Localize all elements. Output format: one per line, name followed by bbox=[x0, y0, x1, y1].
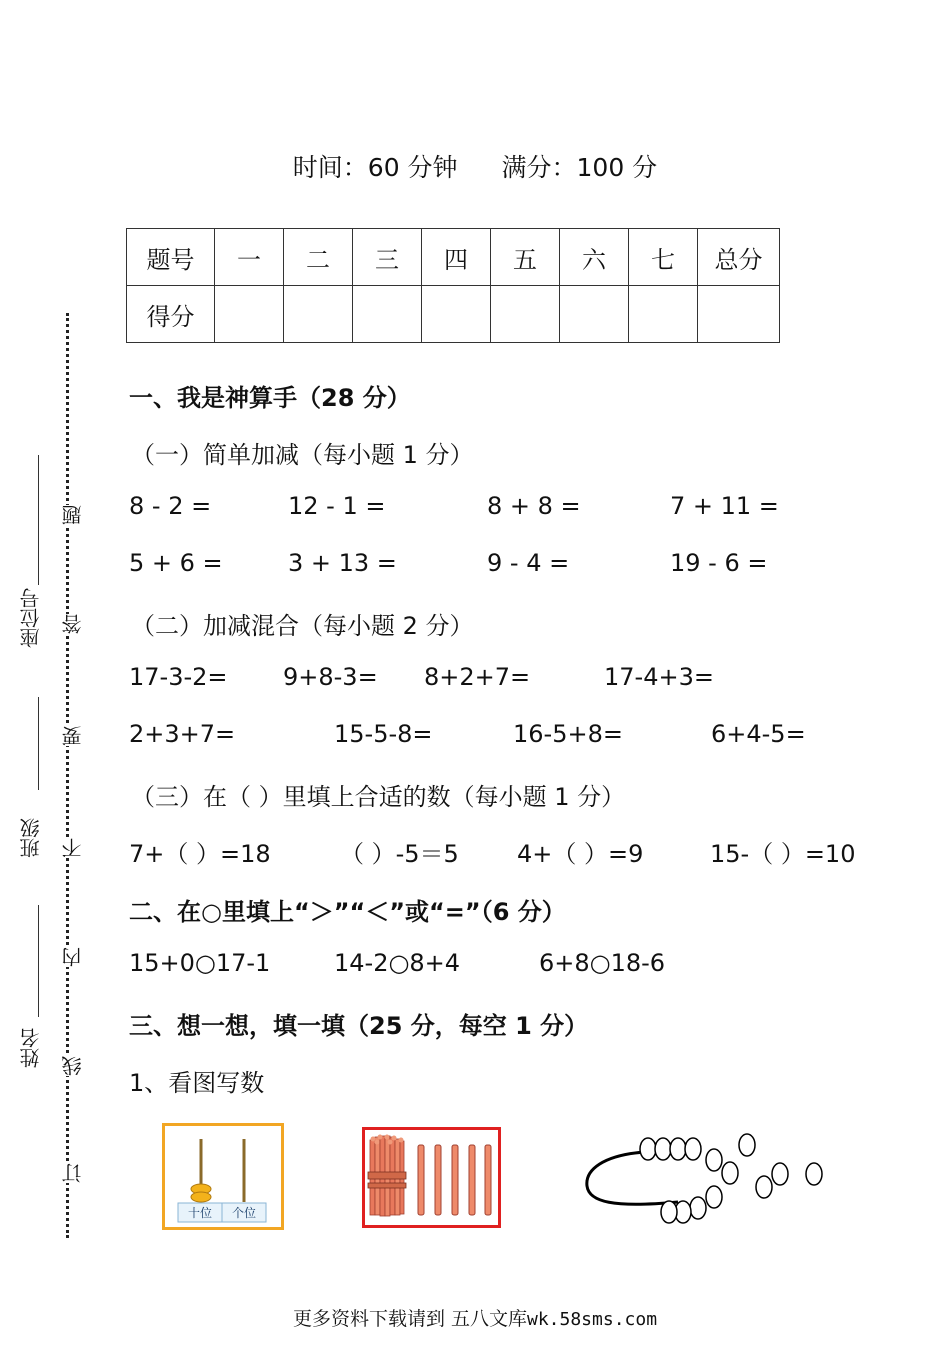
score-table bbox=[126, 228, 780, 343]
problem: 7 + 11 = bbox=[670, 492, 779, 520]
binding-dotted-line bbox=[66, 313, 69, 1238]
table-cell: 得分 bbox=[127, 286, 215, 343]
abacus-tens-label: 十位 bbox=[187, 1206, 213, 1220]
score-cell[interactable] bbox=[629, 286, 698, 343]
section1-part3-title: （三）在（ ）里填上合适的数（每小题 1 分） bbox=[131, 783, 626, 811]
score-cell[interactable] bbox=[422, 286, 491, 343]
problem: 6+8○18-6 bbox=[539, 949, 666, 977]
footer-text: 更多资料下载请到 五八文库 bbox=[292, 1308, 527, 1330]
bead bbox=[806, 1163, 822, 1185]
table-cell: 五 bbox=[491, 229, 560, 286]
abacus-ones-label: 个位 bbox=[231, 1206, 257, 1220]
score-cell[interactable] bbox=[698, 286, 780, 343]
score-cell[interactable] bbox=[353, 286, 422, 343]
margin-char: 订 bbox=[58, 1163, 87, 1183]
section1-part2-title: （二）加减混合（每小题 2 分） bbox=[131, 612, 474, 640]
table-cell: 三 bbox=[353, 229, 422, 286]
problem: 2+3+7= bbox=[129, 720, 236, 748]
problem: 3 + 13 = bbox=[288, 549, 397, 577]
bead bbox=[661, 1201, 677, 1223]
table-cell: 题号 bbox=[127, 229, 215, 286]
problem: 9+8-3= bbox=[283, 663, 378, 691]
stick-bundle bbox=[368, 1135, 406, 1217]
bead bbox=[690, 1197, 706, 1219]
margin-char: 题 bbox=[58, 505, 87, 525]
abacus-image bbox=[162, 1123, 284, 1230]
single-stick bbox=[469, 1145, 475, 1215]
score-cell[interactable] bbox=[491, 286, 560, 343]
exam-time: 时间：60 分钟 bbox=[292, 153, 458, 182]
bead bbox=[722, 1162, 738, 1184]
counting-sticks-image bbox=[362, 1127, 502, 1228]
footer-link[interactable]: wk.58sms.com bbox=[527, 1309, 658, 1330]
section1-part1-title: （一）简单加减（每小题 1 分） bbox=[131, 441, 474, 469]
table-cell: 四 bbox=[422, 229, 491, 286]
problem: 19 - 6 = bbox=[670, 549, 768, 577]
problem: 15+0○17-1 bbox=[129, 949, 271, 977]
problem: 9 - 4 = bbox=[487, 549, 570, 577]
problem: 5 + 6 = bbox=[129, 549, 223, 577]
bead bbox=[756, 1176, 772, 1198]
abacus-bead bbox=[191, 1192, 211, 1202]
problem: 16-5+8= bbox=[513, 720, 623, 748]
problem: 6+4-5= bbox=[711, 720, 806, 748]
table-cell: 总分 bbox=[698, 229, 780, 286]
margin-char: 内 bbox=[58, 947, 87, 967]
section3-title: 三、想一想，填一填（25 分，每空 1 分） bbox=[129, 1012, 589, 1040]
score-table-score-row bbox=[127, 286, 780, 343]
margin-char: 线 bbox=[58, 1056, 87, 1076]
problem: 17-4+3= bbox=[604, 663, 714, 691]
bead bbox=[655, 1138, 671, 1160]
problem: 12 - 1 = bbox=[288, 492, 386, 520]
seat-number-line bbox=[38, 455, 39, 585]
margin-char: 答 bbox=[58, 614, 87, 634]
table-cell: 一 bbox=[215, 229, 284, 286]
problem: （ ）-5＝5 bbox=[340, 840, 459, 868]
section2-title: 二、在○里填上“＞”“＜”或“=”（6 分） bbox=[129, 898, 566, 926]
problem: 15-5-8= bbox=[334, 720, 433, 748]
problem: 8 + 8 = bbox=[487, 492, 581, 520]
margin-char: 要 bbox=[58, 726, 87, 746]
name-label: 姓名 bbox=[19, 1028, 43, 1068]
bead-string-image bbox=[583, 1130, 828, 1230]
problem: 17-3-2= bbox=[129, 663, 228, 691]
problem: 7+（ ）=18 bbox=[129, 840, 271, 868]
exam-full-score: 满分：100 分 bbox=[501, 153, 658, 182]
bead bbox=[670, 1138, 686, 1160]
score-cell[interactable] bbox=[215, 286, 284, 343]
score-table-header-row bbox=[127, 229, 780, 286]
seat-number-label: 座位号 bbox=[19, 588, 43, 648]
problem: 8+2+7= bbox=[424, 663, 531, 691]
single-stick bbox=[452, 1145, 458, 1215]
section1-title: 一、我是神算手（28 分） bbox=[129, 384, 411, 412]
bead bbox=[739, 1134, 755, 1156]
score-cell[interactable] bbox=[284, 286, 353, 343]
single-stick bbox=[435, 1145, 441, 1215]
bead bbox=[640, 1138, 656, 1160]
bead bbox=[685, 1138, 701, 1160]
single-stick bbox=[485, 1145, 491, 1215]
exam-header bbox=[0, 148, 950, 184]
name-line bbox=[38, 905, 39, 1017]
problem: 8 - 2 = bbox=[129, 492, 212, 520]
footer bbox=[0, 1304, 950, 1331]
bead bbox=[706, 1149, 722, 1171]
problem: 15-（ ）=10 bbox=[710, 840, 856, 868]
class-label: 班级 bbox=[19, 818, 43, 858]
problem: 4+（ ）=9 bbox=[517, 840, 644, 868]
section3-q1: 1、看图写数 bbox=[129, 1069, 265, 1097]
bead bbox=[772, 1163, 788, 1185]
table-cell: 六 bbox=[560, 229, 629, 286]
class-line bbox=[38, 697, 39, 790]
table-cell: 七 bbox=[629, 229, 698, 286]
table-cell: 二 bbox=[284, 229, 353, 286]
problem: 14-2○8+4 bbox=[334, 949, 461, 977]
margin-char: 不 bbox=[58, 838, 87, 858]
bead bbox=[706, 1186, 722, 1208]
score-cell[interactable] bbox=[560, 286, 629, 343]
single-stick bbox=[418, 1145, 424, 1215]
